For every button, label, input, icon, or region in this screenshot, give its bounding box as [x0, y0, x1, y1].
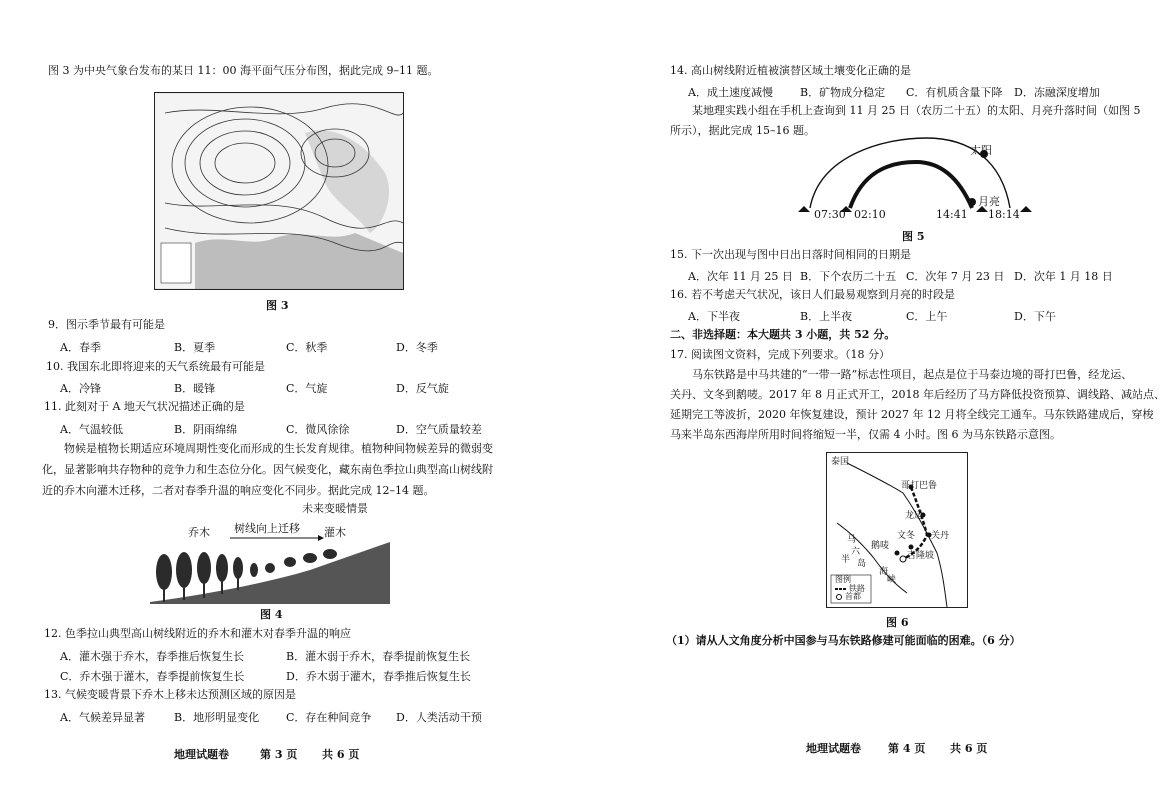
q15-option-d: D．次年 1 月 18 日 — [1014, 270, 1113, 283]
map-label-hai: 海 — [879, 567, 889, 577]
right-footer-page: 第 4 页 — [888, 742, 926, 755]
q10-option-c: C．气旋 — [286, 382, 328, 395]
fig5-time-sunrise: 07:30 — [814, 208, 846, 221]
figure-6-railway-map — [826, 452, 968, 608]
q17-part-1: （1）请从人文角度分析中国参与马东铁路修建可能面临的困难。（6 分） — [666, 634, 1021, 647]
q12-option-b: B．灌木弱于乔木，春季提前恢复生长 — [286, 650, 471, 663]
q17-stem: 17. 阅读图文资料，完成下列要求。（18 分） — [670, 348, 890, 361]
map-label-liu: 六 — [851, 547, 861, 557]
q13-option-b: B．地形明显变化 — [174, 711, 260, 724]
fig4-title: 未来变暖情景 — [302, 502, 368, 515]
map-label-dao: 岛 — [857, 559, 867, 569]
q9-option-b: B．夏季 — [174, 341, 216, 354]
q11-stem: 11. 此刻对于 A 地天气状况描述正确的是 — [44, 400, 245, 413]
q10-option-d: D．反气旋 — [396, 382, 449, 395]
railway-para-line-2: 关丹、文冬到鹅唛。2017 年 8 月正式开工，2018 年后经历了马方降低投资预算、调线路、减站点、 — [670, 388, 1165, 401]
fig5-time-sunset: 18:14 — [988, 208, 1020, 221]
q14-option-b: B．矿物成分稳定 — [800, 86, 886, 99]
q10-option-a: A．冷锋 — [60, 382, 101, 395]
map-label-xia: 峡 — [887, 575, 897, 585]
q11-option-c: C．微风徐徐 — [286, 423, 350, 436]
q14-stem: 14. 高山树线附近植被演替区域土壤变化正确的是 — [670, 64, 911, 77]
right-footer-subject: 地理试题卷 — [806, 742, 861, 755]
intro-q9-11: 图 3 为中央气象台发布的某日 11：00 海平面气压分布图，据此完成 9–11 题。 — [48, 64, 439, 77]
map-legend-title: 图例 — [835, 575, 851, 584]
map-legend-capital: 首都 — [845, 592, 861, 601]
intro-q15-16-line-2: 所示），据此完成 15–16 题。 — [670, 124, 815, 137]
moon-icon — [968, 198, 976, 206]
q16-stem: 16. 若不考虑天气状况，该日人们最易观察到月亮的时段是 — [670, 288, 955, 301]
q16-option-d: D．下午 — [1014, 310, 1056, 323]
q11-option-b: B．阴雨绵绵 — [174, 423, 238, 436]
q14-option-c: C．有机质含量下降 — [906, 86, 1003, 99]
q15-option-c: C．次年 7 月 23 日 — [906, 270, 1005, 283]
q9-stem: 9．图示季节最有可能是 — [48, 318, 165, 331]
q15-option-b: B．下个农历二十五 — [800, 270, 897, 283]
q10-option-b: B．暖锋 — [174, 382, 216, 395]
phenology-para-line-2: 化，显著影响共存物种的竞争力和生态位分化。因气候变化，藏东南色季拉山典型高山树线附 — [42, 463, 493, 476]
q9-option-c: C．秋季 — [286, 341, 328, 354]
q16-option-c: C．上午 — [906, 310, 948, 323]
q16-option-a: A．下半夜 — [688, 310, 740, 323]
figure-4-caption: 图 4 — [260, 608, 283, 621]
railway-para-line-1: 马东铁路是中马共建的“一带一路”标志性项目，起点是位于马泰边境的哥打巴鲁，经龙运、 — [692, 368, 1133, 381]
q12-option-a: A．灌木强于乔木，春季推后恢复生长 — [60, 650, 244, 663]
railway-para-line-4: 马来半岛东西海岸所用时间将缩短一半，仅需 4 小时。图 6 为马东铁路示意图。 — [670, 428, 1061, 441]
section-2-heading: 二、非选择题：本大题共 3 小题，共 52 分。 — [670, 328, 896, 341]
fig5-moon-label: 月亮 — [978, 195, 1000, 208]
left-footer-page: 第 3 页 — [260, 748, 298, 761]
phenology-para-line-3: 近的乔木向灌木迁移，二者对春季升温的响应变化不同步。据此完成 12–14 题。 — [42, 484, 435, 497]
q16-option-b: B．上半夜 — [800, 310, 853, 323]
map-label-gombak: 鹅唛 — [871, 541, 890, 551]
map-label-kota-bharu: 哥打巴鲁 — [901, 481, 938, 491]
q11-option-d: D．空气质量较差 — [396, 423, 482, 436]
intro-q15-16-line-1: 某地理实践小组在手机上查询到 11 月 25 日（农历二十五）的太阳、月亮升落时间（如图 5 — [692, 104, 1141, 117]
map-label-kuantan: 关丹 — [931, 531, 950, 541]
fig4-tree-label: 乔木 — [188, 526, 210, 539]
phenology-para-line-1: 物候是植物长期适应环境周期性变化而形成的生长发育规律。植物种间物候差异的微弱变 — [64, 442, 493, 455]
fig4-shrub-label: 灌木 — [324, 526, 346, 539]
q12-option-c: C．乔木强于灌木，春季提前恢复生长 — [60, 670, 245, 683]
map-label-ma: 马 — [847, 535, 857, 545]
q13-option-a: A．气候差异显著 — [60, 711, 145, 724]
q12-stem: 12. 色季拉山典型高山树线附近的乔木和灌木对春季升温的响应 — [44, 627, 351, 640]
right-footer-total: 共 6 页 — [950, 742, 988, 755]
map-label-bentong: 文冬 — [897, 531, 916, 541]
q13-option-c: C．存在种间竞争 — [286, 711, 372, 724]
map-label-ban: 半 — [841, 555, 851, 565]
map-legend-rail: 铁路 — [849, 584, 865, 593]
left-footer-total: 共 6 页 — [322, 748, 360, 761]
q12-option-d: D．乔木弱于灌木，春季推后恢复生长 — [286, 670, 471, 683]
figure-6-caption: 图 6 — [886, 616, 909, 629]
pressure-map-graphic — [155, 93, 403, 289]
fig4-treeline-graphic — [150, 532, 390, 608]
q14-option-a: A．成土速度减慢 — [688, 86, 773, 99]
fig5-sun-label: 太阳 — [970, 144, 992, 157]
fig5-time-moonset: 14:41 — [936, 208, 968, 221]
q13-option-d: D．人类活动干预 — [396, 711, 482, 724]
figure-3-pressure-map — [154, 92, 404, 290]
railway-para-line-3: 延期完工等波折，2020 年恢复建设，预计 2027 年 12 月将全线完工通车。马东铁路建成后，穿梭 — [670, 408, 1154, 421]
fig5-time-moonrise: 02:10 — [854, 208, 886, 221]
q11-option-a: A．气温较低 — [60, 423, 123, 436]
map-label-thailand: 泰国 — [831, 457, 850, 467]
map-label-dungun: 龙运 — [905, 511, 924, 521]
figure-5-caption: 图 5 — [902, 230, 925, 243]
q10-stem: 10. 我国东北即将迎来的天气系统最有可能是 — [46, 360, 265, 373]
q13-stem: 13. 气候变暖背景下乔木上移未达预测区域的原因是 — [44, 688, 296, 701]
q15-stem: 15. 下一次出现与图中日出日落时间相同的日期是 — [670, 248, 911, 261]
figure-3-caption: 图 3 — [266, 299, 289, 312]
map-label-kuala-lumpur: 吉隆坡 — [907, 551, 935, 561]
q9-option-d: D．冬季 — [396, 341, 438, 354]
q14-option-d: D．冻融深度增加 — [1014, 86, 1100, 99]
left-footer-subject: 地理试题卷 — [174, 748, 229, 761]
q9-option-a: A．春季 — [60, 341, 101, 354]
fig4-arrow-label: 树线向上迁移 — [234, 522, 300, 535]
q15-option-a: A．次年 11 月 25 日 — [688, 270, 793, 283]
